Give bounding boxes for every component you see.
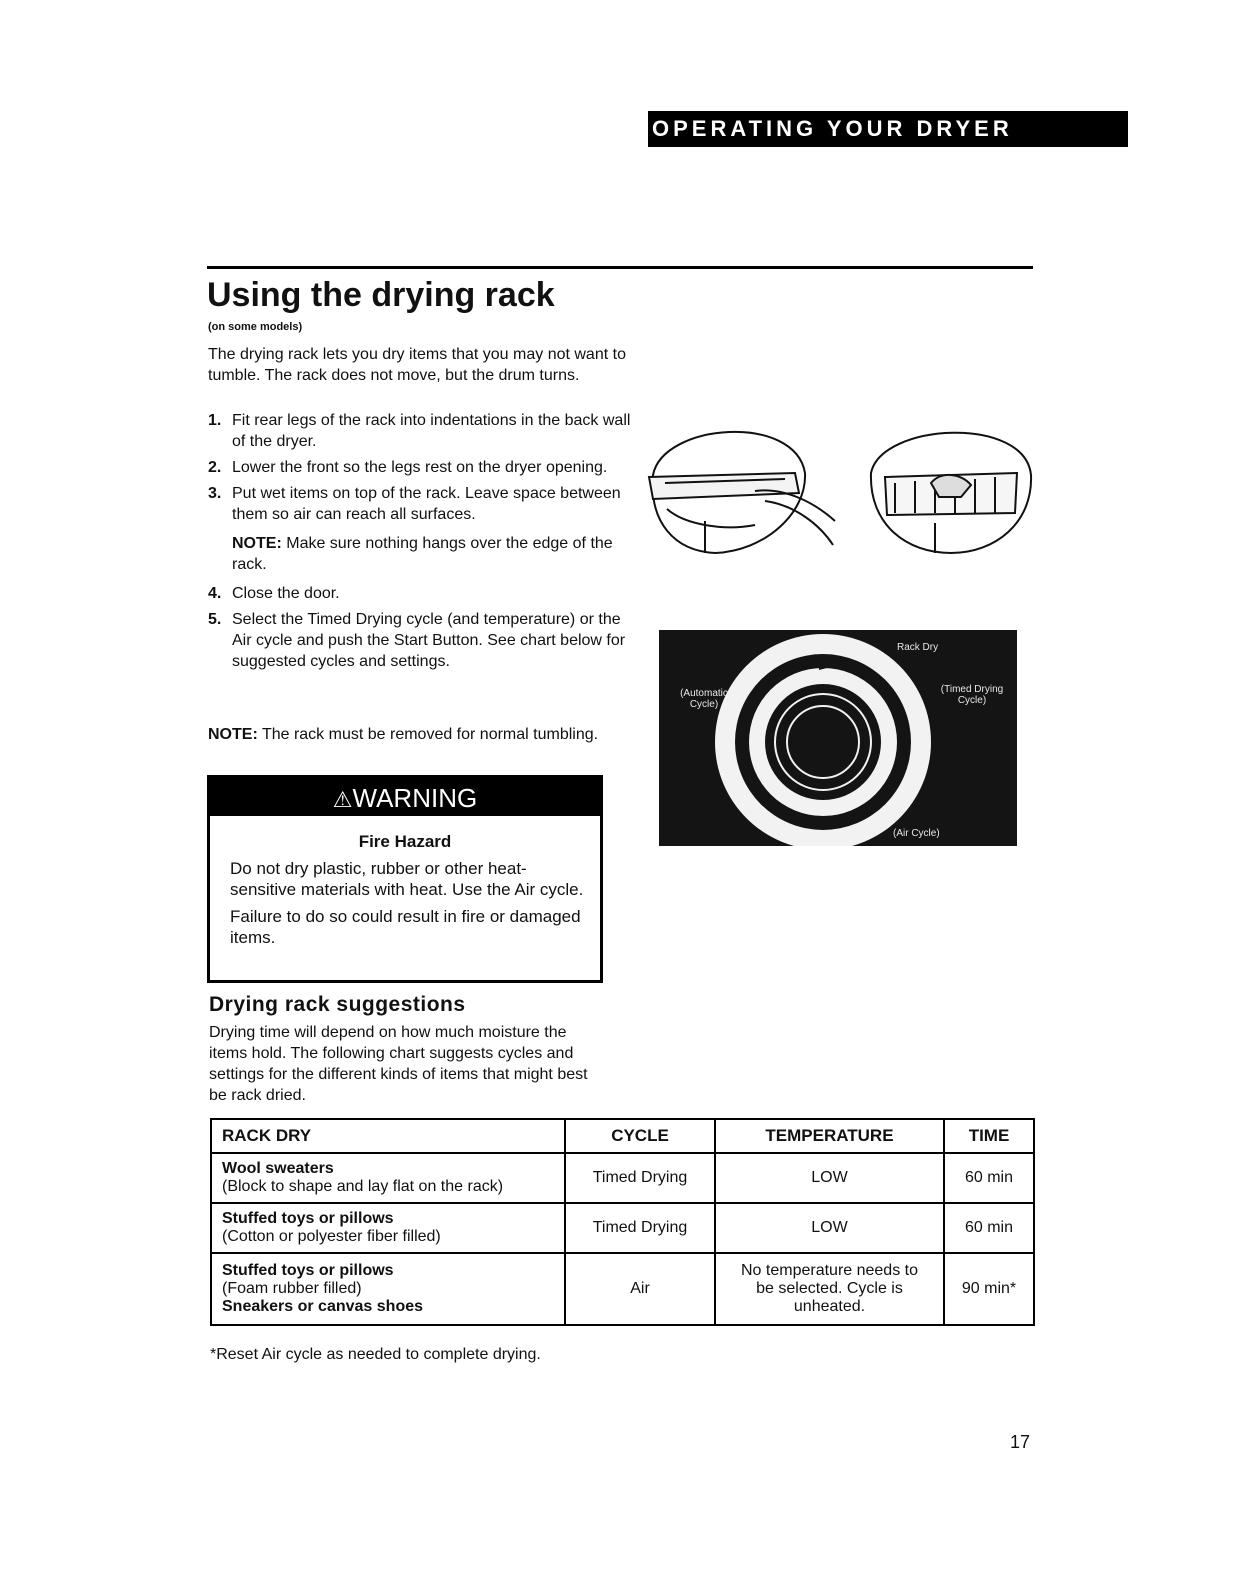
steps-list bbox=[206, 410, 636, 677]
dryer-control-dial bbox=[659, 630, 1017, 846]
intro-paragraph: The drying rack lets you dry items that you may not want to tumble. The rack does not move, but the drum turns. bbox=[208, 346, 626, 384]
step-note: NOTE: Make sure nothing hangs over the edge of the rack. bbox=[232, 535, 613, 573]
table-row bbox=[211, 1203, 1034, 1253]
table-row bbox=[211, 1253, 1034, 1325]
warning-box bbox=[207, 775, 603, 983]
suggestions-heading: Drying rack suggestions bbox=[209, 993, 466, 1016]
item-cell: Wool sweaters (Block to shape and lay flat on the rack) bbox=[211, 1153, 565, 1203]
table-row bbox=[211, 1153, 1034, 1203]
column-header: TIME bbox=[944, 1119, 1034, 1153]
time-cell: 60 min bbox=[944, 1153, 1034, 1203]
temperature-cell: LOW bbox=[715, 1203, 944, 1253]
dial-label-rack-dry: Rack Dry bbox=[897, 642, 939, 653]
step-item: 4. Close the door. bbox=[208, 585, 340, 602]
section-banner: OPERATING YOUR DRYER bbox=[648, 111, 1128, 147]
cycle-cell: Timed Drying bbox=[565, 1153, 715, 1203]
item-cell: Stuffed toys or pillows (Cotton or polyester fiber filled) bbox=[211, 1203, 565, 1253]
fire-hazard-title: Fire Hazard bbox=[358, 832, 452, 851]
time-cell: 90 min* bbox=[944, 1253, 1034, 1325]
cycle-cell: Air bbox=[565, 1253, 715, 1325]
dial-label-timed: (Timed Drying Cycle) bbox=[940, 684, 1004, 706]
dial-label-automatic: (Automatic Cycle) bbox=[680, 688, 728, 710]
step-item: 5. Select the Timed Drying cycle (and temperature) or the Air cycle and push the Start Button. See chart below for suggested cycles and settings. bbox=[208, 611, 626, 670]
column-header: TEMPERATURE bbox=[715, 1119, 944, 1153]
temperature-cell: LOW bbox=[715, 1153, 944, 1203]
rack-installation-illustration bbox=[645, 413, 1045, 573]
table-header-row bbox=[211, 1119, 1034, 1153]
dial-label-air: (Air Cycle) bbox=[893, 828, 940, 839]
cycle-cell: Timed Drying bbox=[565, 1203, 715, 1253]
table-footnote: *Reset Air cycle as needed to complete drying. bbox=[210, 1346, 541, 1363]
suggestions-text: Drying time will depend on how much moisture the items hold. The following chart suggests cycles and settings for the different kinds of items that might best be rack dried. bbox=[209, 1024, 588, 1104]
column-header: RACK DRY bbox=[211, 1119, 565, 1153]
rack-dry-table bbox=[210, 1118, 1035, 1326]
column-header: CYCLE bbox=[565, 1119, 715, 1153]
title-rule bbox=[207, 266, 1033, 269]
temperature-cell: No temperature needs to be selected. Cycle is unheated. bbox=[715, 1253, 944, 1325]
step-item: 2. Lower the front so the legs rest on the dryer opening. bbox=[208, 459, 608, 476]
warning-header: ⚠WARNING bbox=[210, 778, 600, 816]
page-title: Using the drying rack bbox=[207, 276, 555, 314]
step-item: 1. Fit rear legs of the rack into indentations in the back wall of the dryer. bbox=[208, 412, 631, 450]
page-subtitle: (on some models) bbox=[208, 321, 303, 333]
warning-text: Do not dry plastic, rubber or other heat-sensitive materials with heat. Use the Air cycle. Failure to do so could result in fire or damaged items. bbox=[230, 859, 584, 947]
warning-triangle-icon: ⚠ bbox=[332, 787, 353, 812]
time-cell: 60 min bbox=[944, 1203, 1034, 1253]
dial-knob-icon bbox=[659, 630, 1017, 846]
step-item: 3. Put wet items on top of the rack. Leave space between them so air can reach all surfaces. NOTE: Make sure nothing hangs over the edge of the rack. bbox=[206, 483, 636, 575]
page-number: 17 bbox=[1010, 1432, 1031, 1452]
item-cell: Stuffed toys or pillows (Foam rubber filled) Sneakers or canvas shoes bbox=[211, 1253, 565, 1325]
rack-removal-note: NOTE: The rack must be removed for normal tumbling. bbox=[208, 726, 599, 743]
